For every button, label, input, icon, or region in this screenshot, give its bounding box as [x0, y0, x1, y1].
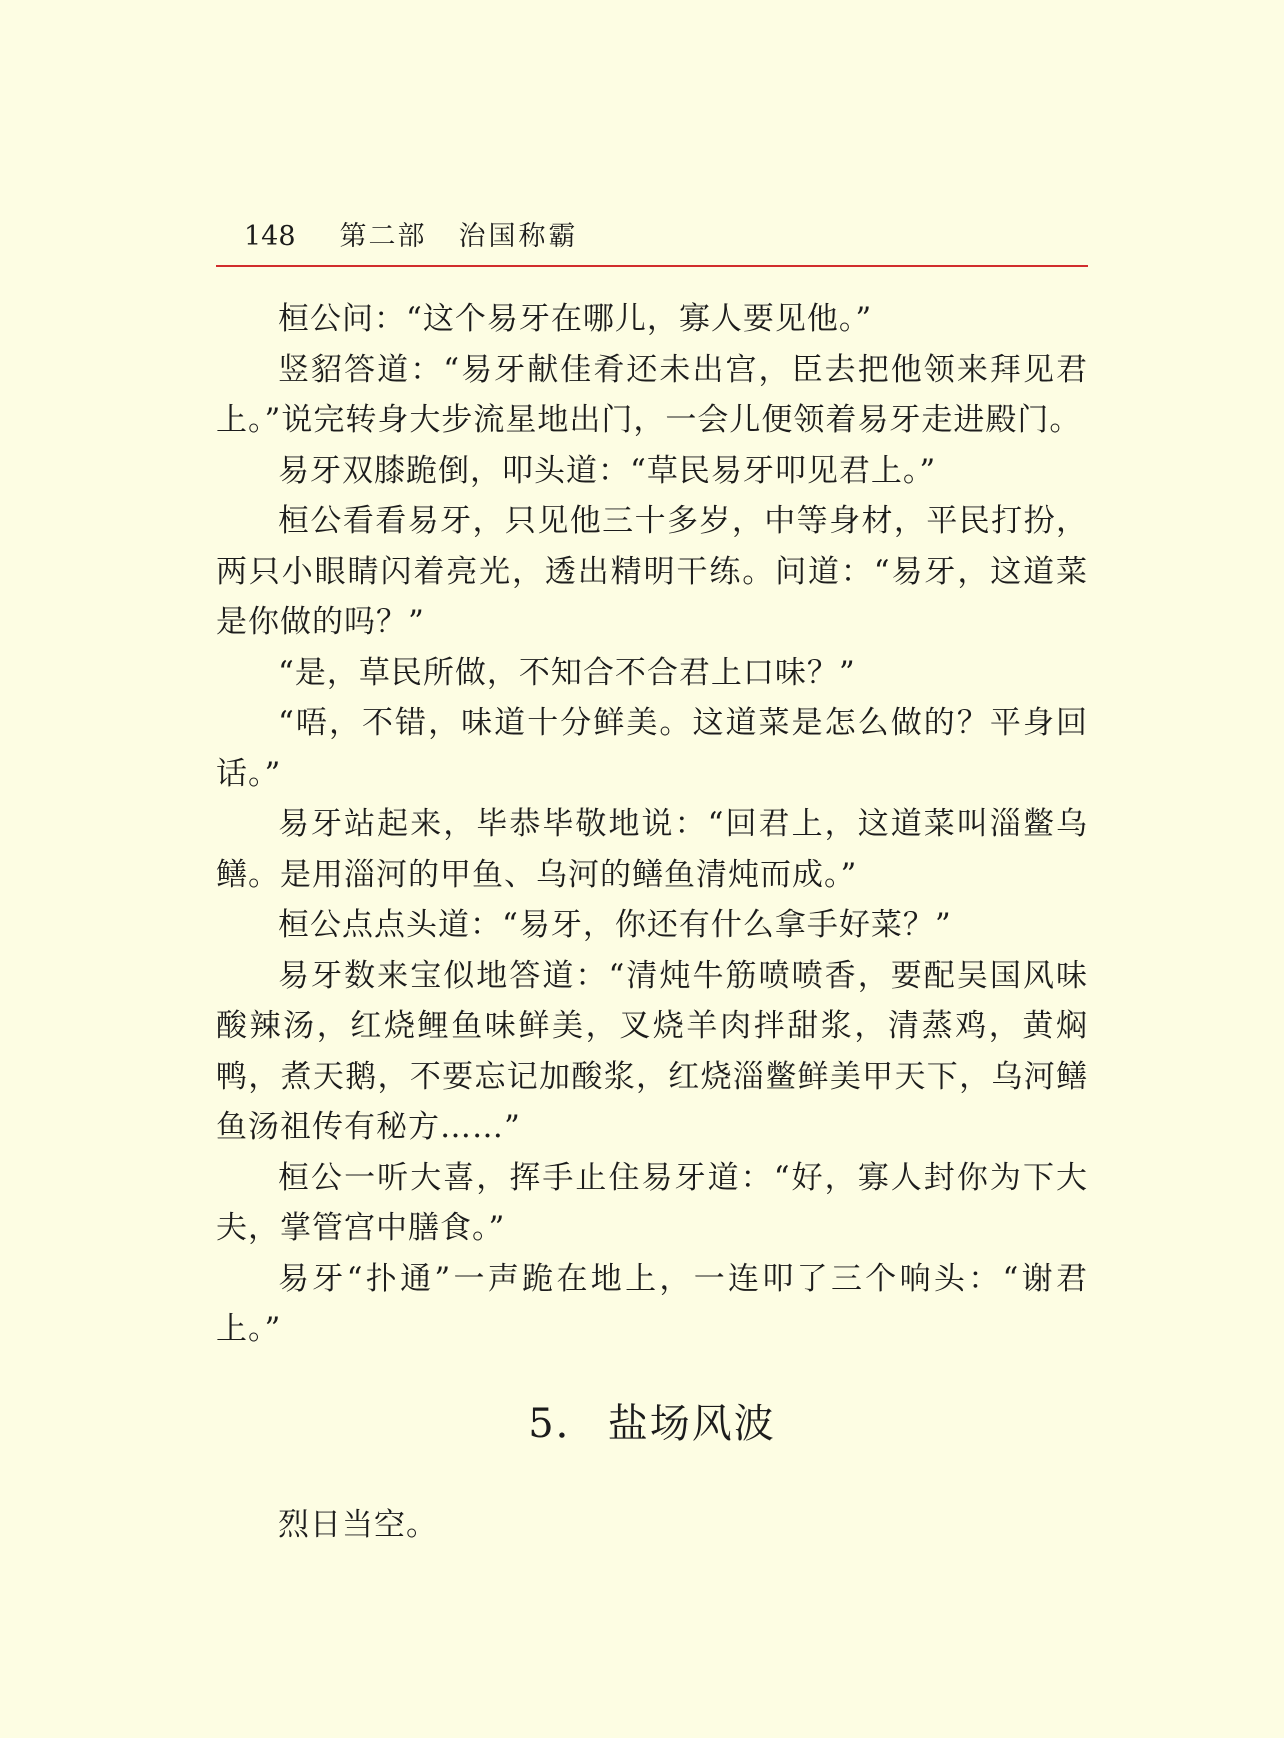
paragraph: 烈日当空。	[278, 1507, 438, 1543]
paragraph: “唔，不错，味道十分鲜美。这道菜是怎么做的？平身回话。”	[216, 705, 1088, 792]
running-header	[244, 221, 579, 253]
paragraph: 桓公一听大喜，挥手止住易牙道：“好，寡人封你为下大夫，掌管宫中膳食。”	[216, 1159, 1088, 1246]
part-title: 治国称霸	[458, 221, 579, 252]
paragraph: 竖貂答道：“易牙献佳肴还未出宫，臣去把他领来拜见君上。”说完转身大步流星地出门，一会儿便领着易牙走进殿门。	[216, 351, 1088, 438]
paragraph: 易牙双膝跪倒，叩头道：“草民易牙叩见君上。”	[278, 452, 937, 489]
section-number: 5．	[528, 1401, 598, 1447]
section-body	[216, 1500, 1088, 1551]
paragraph: 桓公看看易牙，只见他三十多岁，中等身材，平民打扮，两只小眼睛闪着亮光，透出精明干练。问道：“易牙，这道菜是你做的吗？”	[216, 503, 1088, 640]
section-heading	[216, 1398, 1088, 1450]
paragraph: “是，草民所做，不知合不合君上口味？”	[278, 654, 856, 691]
paragraph: 易牙“扑通”一声跪在地上，一连叩了三个响头：“谢君上。”	[216, 1260, 1088, 1347]
book-page	[216, 0, 1088, 1738]
paragraph: 桓公问：“这个易牙在哪儿，寡人要见他。”	[278, 301, 873, 337]
part-label: 第二部	[339, 221, 427, 252]
paragraph: 桓公点点头道：“易牙，你还有什么拿手好菜？”	[278, 907, 952, 943]
paragraph: 易牙站起来，毕恭毕敬地说：“回君上，这道菜叫淄鳖乌鳝。是用淄河的甲鱼、乌河的鳝鱼清炖而成。”	[216, 806, 1088, 893]
page-number: 148	[244, 221, 296, 252]
section-title: 盐场风波	[607, 1401, 776, 1447]
paragraph: 易牙数来宝似地答道：“清炖牛筋喷喷香，要配吴国风味酸辣汤，红烧鲤鱼味鲜美，叉烧羊肉拌甜浆，清蒸鸡，黄焖鸭，煮天鹅，不要忘记加酸浆，红烧淄鳖鲜美甲天下，乌河鳝鱼汤祖传有秘方……”	[216, 957, 1088, 1145]
body-text	[216, 294, 1088, 1355]
header-rule	[216, 265, 1088, 267]
